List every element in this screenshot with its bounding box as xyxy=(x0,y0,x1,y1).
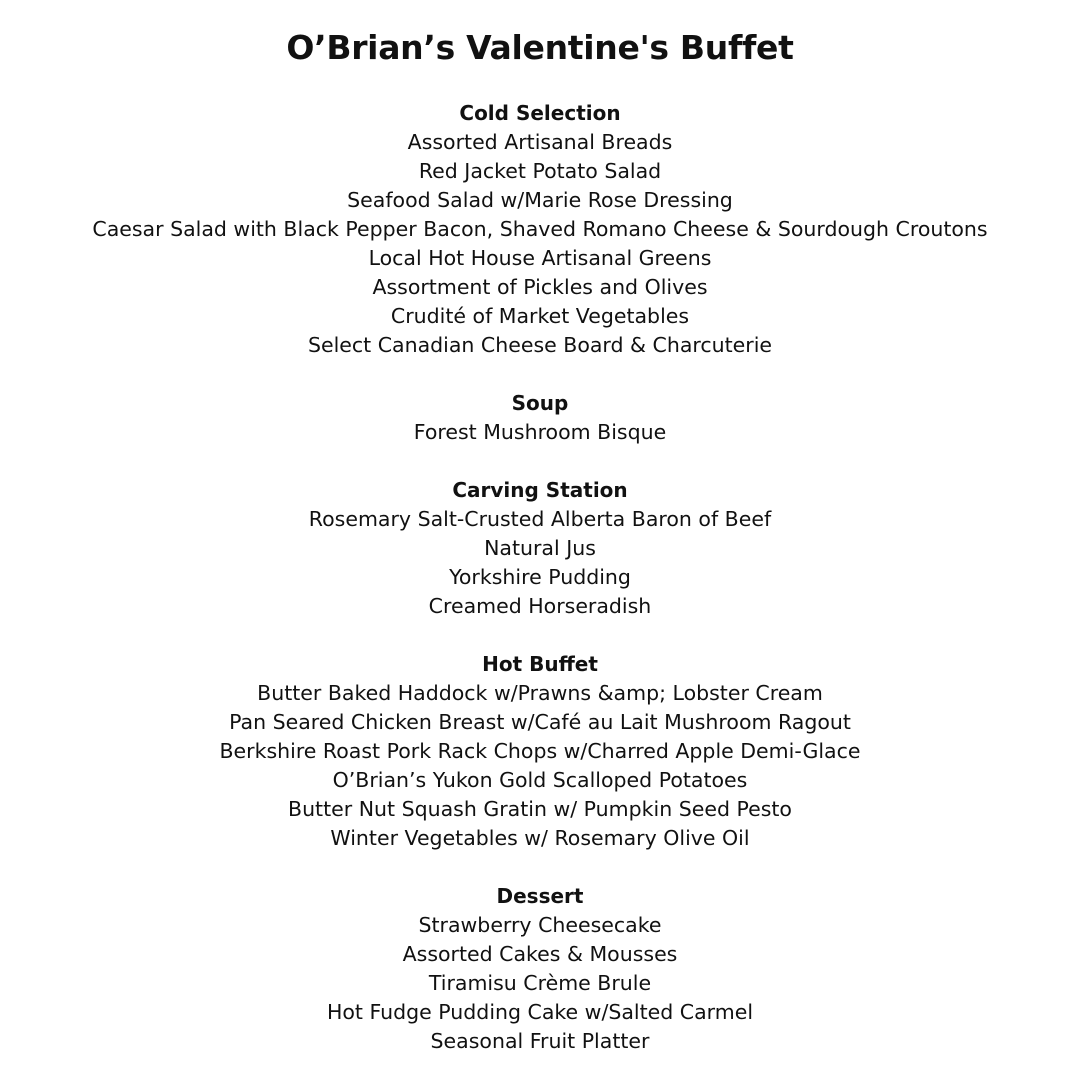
menu-item: Seasonal Fruit Platter xyxy=(430,1029,650,1053)
menu-item: Forest Mushroom Bisque xyxy=(413,420,667,444)
menu-item: Assortment of Pickles and Olives xyxy=(372,275,708,299)
menu-item: Rosemary Salt-Crusted Alberta Baron of Beef xyxy=(308,507,772,531)
menu-item: Local Hot House Artisanal Greens xyxy=(368,246,712,270)
menu-item: Winter Vegetables w/ Rosemary Olive Oil xyxy=(330,826,750,850)
section-carving-station xyxy=(0,476,1080,621)
section-dessert xyxy=(0,882,1080,1056)
section-heading: Dessert xyxy=(496,884,584,908)
section-heading: Cold Selection xyxy=(459,101,621,125)
section-hot-buffet xyxy=(0,650,1080,853)
section-heading: Carving Station xyxy=(452,478,628,502)
menu-item: Crudité of Market Vegetables xyxy=(390,304,690,328)
menu-item: Assorted Artisanal Breads xyxy=(407,130,673,154)
menu-item: Tiramisu Crème Brule xyxy=(428,971,652,995)
menu-item: Pan Seared Chicken Breast w/Café au Lait Mushroom Ragout xyxy=(229,710,851,734)
section-heading: Hot Buffet xyxy=(482,652,598,676)
menu-item: Caesar Salad with Black Pepper Bacon, Shaved Romano Cheese & Sourdough Croutons xyxy=(92,217,988,241)
menu-item: Select Canadian Cheese Board & Charcuterie xyxy=(307,333,773,357)
section-soup xyxy=(0,389,1080,447)
menu-item: Butter Nut Squash Gratin w/ Pumpkin Seed Pesto xyxy=(288,797,792,821)
menu-item: Red Jacket Potato Salad xyxy=(418,159,662,183)
menu-item: Yorkshire Pudding xyxy=(449,565,631,589)
menu-item: Natural Jus xyxy=(484,536,596,560)
menu-item: Seafood Salad w/Marie Rose Dressing xyxy=(347,188,733,212)
menu-item: Butter Baked Haddock w/Prawns &amp; Lobster Cream xyxy=(257,681,823,705)
menu-item: O’Brian’s Yukon Gold Scalloped Potatoes xyxy=(332,768,748,792)
menu-item: Hot Fudge Pudding Cake w/Salted Carmel xyxy=(326,1000,754,1024)
section-cold-selection xyxy=(0,99,1080,360)
menu-item: Creamed Horseradish xyxy=(428,594,652,618)
menu-title: O’Brian’s Valentine's Buffet xyxy=(286,28,794,67)
menu-item: Strawberry Cheesecake xyxy=(418,913,662,937)
section-heading: Soup xyxy=(511,391,569,415)
menu-item: Assorted Cakes & Mousses xyxy=(402,942,678,966)
menu-item: Berkshire Roast Pork Rack Chops w/Charred Apple Demi-Glace xyxy=(219,739,861,763)
